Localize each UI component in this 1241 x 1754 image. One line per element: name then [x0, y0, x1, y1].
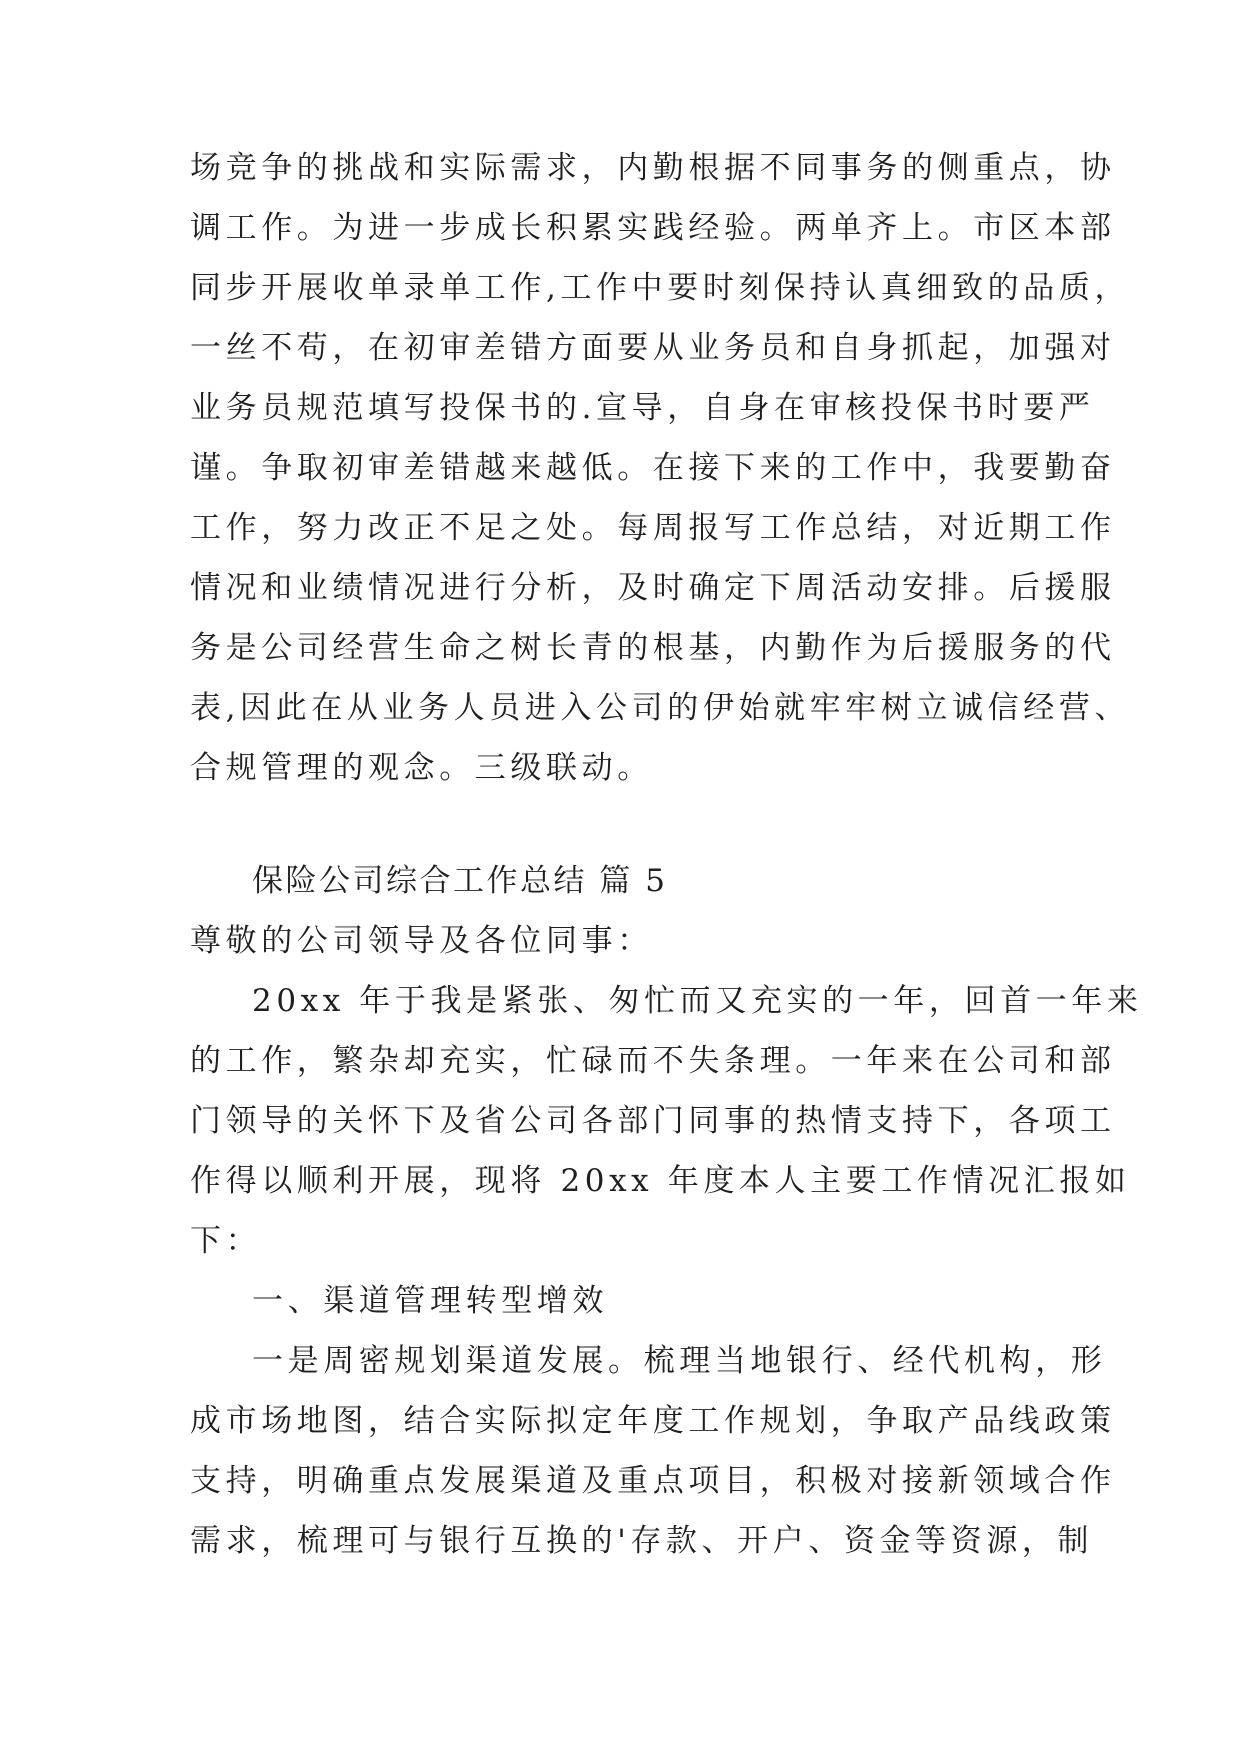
- paragraph-line: 表,因此在从业务人员进入公司的伊始就牢牢树立诚信经营、: [190, 690, 1131, 726]
- paragraph-line: 情况和业绩情况进行分析，及时确定下周活动安排。后援服: [190, 570, 1116, 606]
- paragraph-line: 一是周密规划渠道发展。梳理当地银行、经代机构，形: [252, 1343, 1107, 1379]
- paragraph-line: 合规管理的观念。三级联动。: [190, 750, 653, 786]
- salutation: 尊敬的公司领导及各位同事：: [190, 923, 653, 959]
- paragraph-line: 需求，梳理可与银行互换的'存款、开户、资金等资源，制: [190, 1523, 1094, 1559]
- paragraph-line: 业务员规范填写投保书的.宣导，自身在审核投保书时要严: [190, 390, 1095, 426]
- section-title: 保险公司综合工作总结 篇 5: [252, 863, 668, 899]
- section-heading: 一、渠道管理转型增效: [252, 1283, 608, 1319]
- paragraph-line: 20xx 年于我是紧张、匆忙而又充实的一年，回首一年来: [252, 983, 1143, 1019]
- paragraph-line: 调工作。为进一步成长积累实践经验。两单齐上。市区本部: [190, 210, 1116, 246]
- paragraph-line: 谨。争取初审差错越来越低。在接下来的工作中，我要勤奋: [190, 450, 1116, 486]
- paragraph-line: 门领导的关怀下及省公司各部门同事的热情支持下，各项工: [190, 1103, 1116, 1139]
- paragraph-line: 作得以顺利开展，现将 20xx 年度本人主要工作情况汇报如: [190, 1163, 1131, 1199]
- paragraph-line: 的工作，繁杂却充实，忙碌而不失条理。一年来在公司和部: [190, 1043, 1116, 1079]
- paragraph-line: 场竞争的挑战和实际需求，内勤根据不同事务的侧重点，协: [190, 150, 1116, 186]
- paragraph-line: 支持，明确重点发展渠道及重点项目，积极对接新领域合作: [190, 1463, 1116, 1499]
- paragraph-line: 下：: [190, 1223, 262, 1259]
- paragraph-line: 工作，努力改正不足之处。每周报写工作总结，对近期工作: [190, 510, 1116, 546]
- paragraph-line: 同步开展收单录单工作,工作中要时刻保持认真细致的品质，: [190, 270, 1131, 306]
- paragraph-line: 成市场地图，结合实际拟定年度工作规划，争取产品线政策: [190, 1403, 1116, 1439]
- paragraph-line: 一丝不苟，在初审差错方面要从业务员和自身抓起，加强对: [190, 330, 1116, 366]
- paragraph-line: 务是公司经营生命之树长青的根基，内勤作为后援服务的代: [190, 630, 1116, 666]
